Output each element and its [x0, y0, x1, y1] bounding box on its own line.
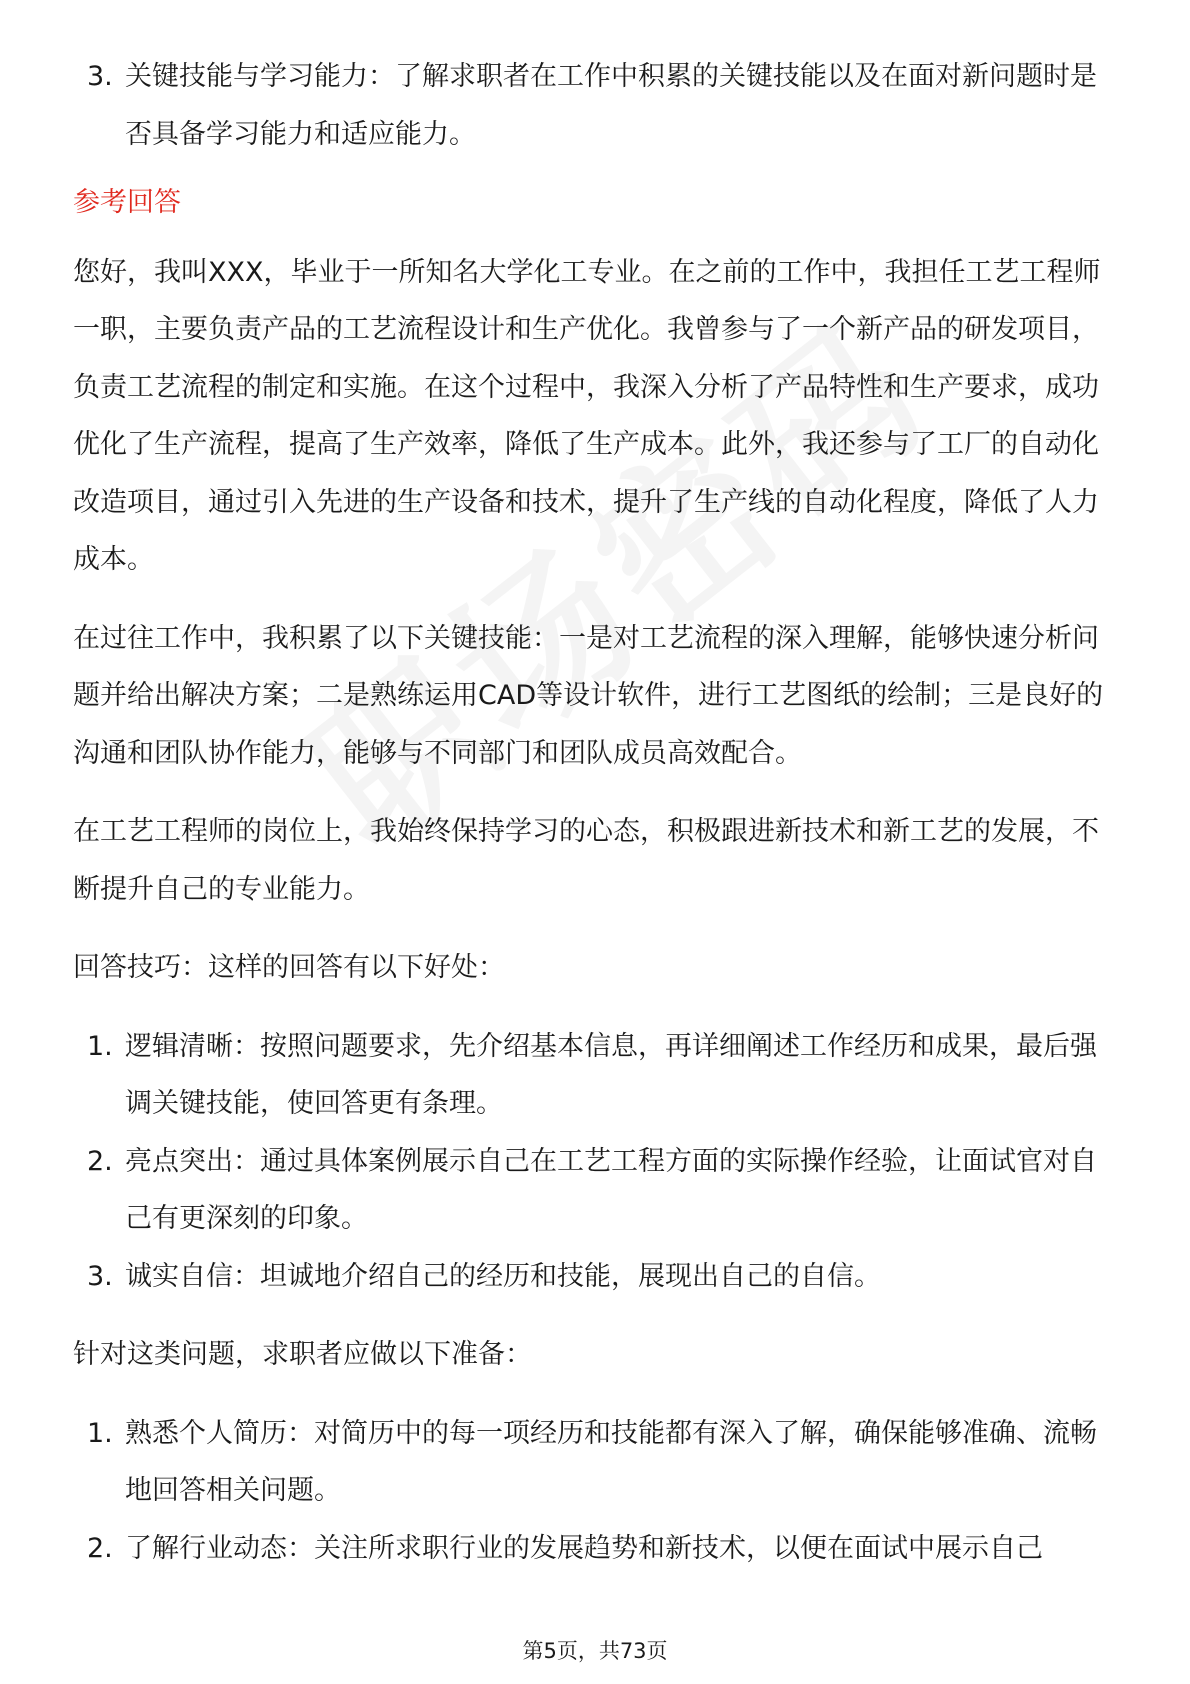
list-item — [73, 1133, 1123, 1248]
list-item-text: 熟悉个人简历：对简历中的每一项经历和技能都有深入了解，确保能够准确、流畅地回答相关问题。 — [125, 1417, 1097, 1506]
list-item-number: 1. — [87, 1030, 113, 1062]
preparation-list — [73, 1405, 1123, 1578]
list-item-number: 2. — [87, 1145, 113, 1177]
list-item-text: 诚实自信：坦诚地介绍自己的经历和技能，展现出自己的自信。 — [125, 1260, 881, 1292]
list-item-number: 2. — [87, 1532, 113, 1564]
page-content — [73, 48, 1123, 1577]
list-item-number: 1. — [87, 1417, 113, 1449]
list-item-text: 逻辑清晰：按照问题要求，先介绍基本信息，再详细阐述工作经历和成果，最后强调关键技能，使回答更有条理。 — [125, 1030, 1097, 1119]
section-heading-reference-answer: 参考回答 — [73, 187, 181, 218]
list-item-text: 了解行业动态：关注所求职行业的发展趋势和新技术，以便在面试中展示自己 — [125, 1532, 1043, 1564]
list-item — [73, 1520, 1123, 1578]
list-item — [73, 1018, 1123, 1133]
preparation-intro: 针对这类问题，求职者应做以下准备： — [73, 1339, 532, 1370]
answer-paragraph: 在过往工作中，我积累了以下关键技能：一是对工艺流程的深入理解，能够快速分析问题并给出解决方案；二是熟练运用CAD等设计软件，进行工艺图纸的绘制；三是良好的沟通和团队协作能力，能够与不同部门和团队成员高效配合。 — [73, 622, 1104, 769]
list-item-number: 3. — [87, 1260, 113, 1292]
page-footer: 第5页，共73页 — [522, 1639, 668, 1663]
tips-list — [73, 1018, 1123, 1306]
list-item — [73, 48, 1123, 163]
tips-intro: 回答技巧：这样的回答有以下好处： — [73, 952, 505, 983]
list-item-text: 关键技能与学习能力：了解求职者在工作中积累的关键技能以及在面对新问题时是否具备学习能力和适应能力。 — [125, 61, 1097, 150]
list-item-text: 亮点突出：通过具体案例展示自己在工艺工程方面的实际操作经验，让面试官对自己有更深刻的印象。 — [125, 1145, 1097, 1234]
question-points-list — [73, 48, 1123, 163]
answer-paragraph: 您好，我叫XXX，毕业于一所知名大学化工专业。在之前的工作中，我担任工艺工程师一职，主要负责产品的工艺流程设计和生产优化。我曾参与了一个新产品的研发项目，负责工艺流程的制定和实施。在这个过程中，我深入分析了产品特性和生产要求，成功优化了生产流程，提高了生产效率，降低了生产成本。此外，我还参与了工厂的自动化改造项目，通过引入先进的生产设备和技术，提升了生产线的自动化程度，降低了人力成本。 — [73, 256, 1101, 575]
list-item — [73, 1405, 1123, 1520]
answer-paragraph: 在工艺工程师的岗位上，我始终保持学习的心态，积极跟进新技术和新工艺的发展，不断提升自己的专业能力。 — [73, 816, 1099, 905]
list-item-number: 3. — [87, 61, 113, 92]
list-item — [73, 1248, 1123, 1306]
